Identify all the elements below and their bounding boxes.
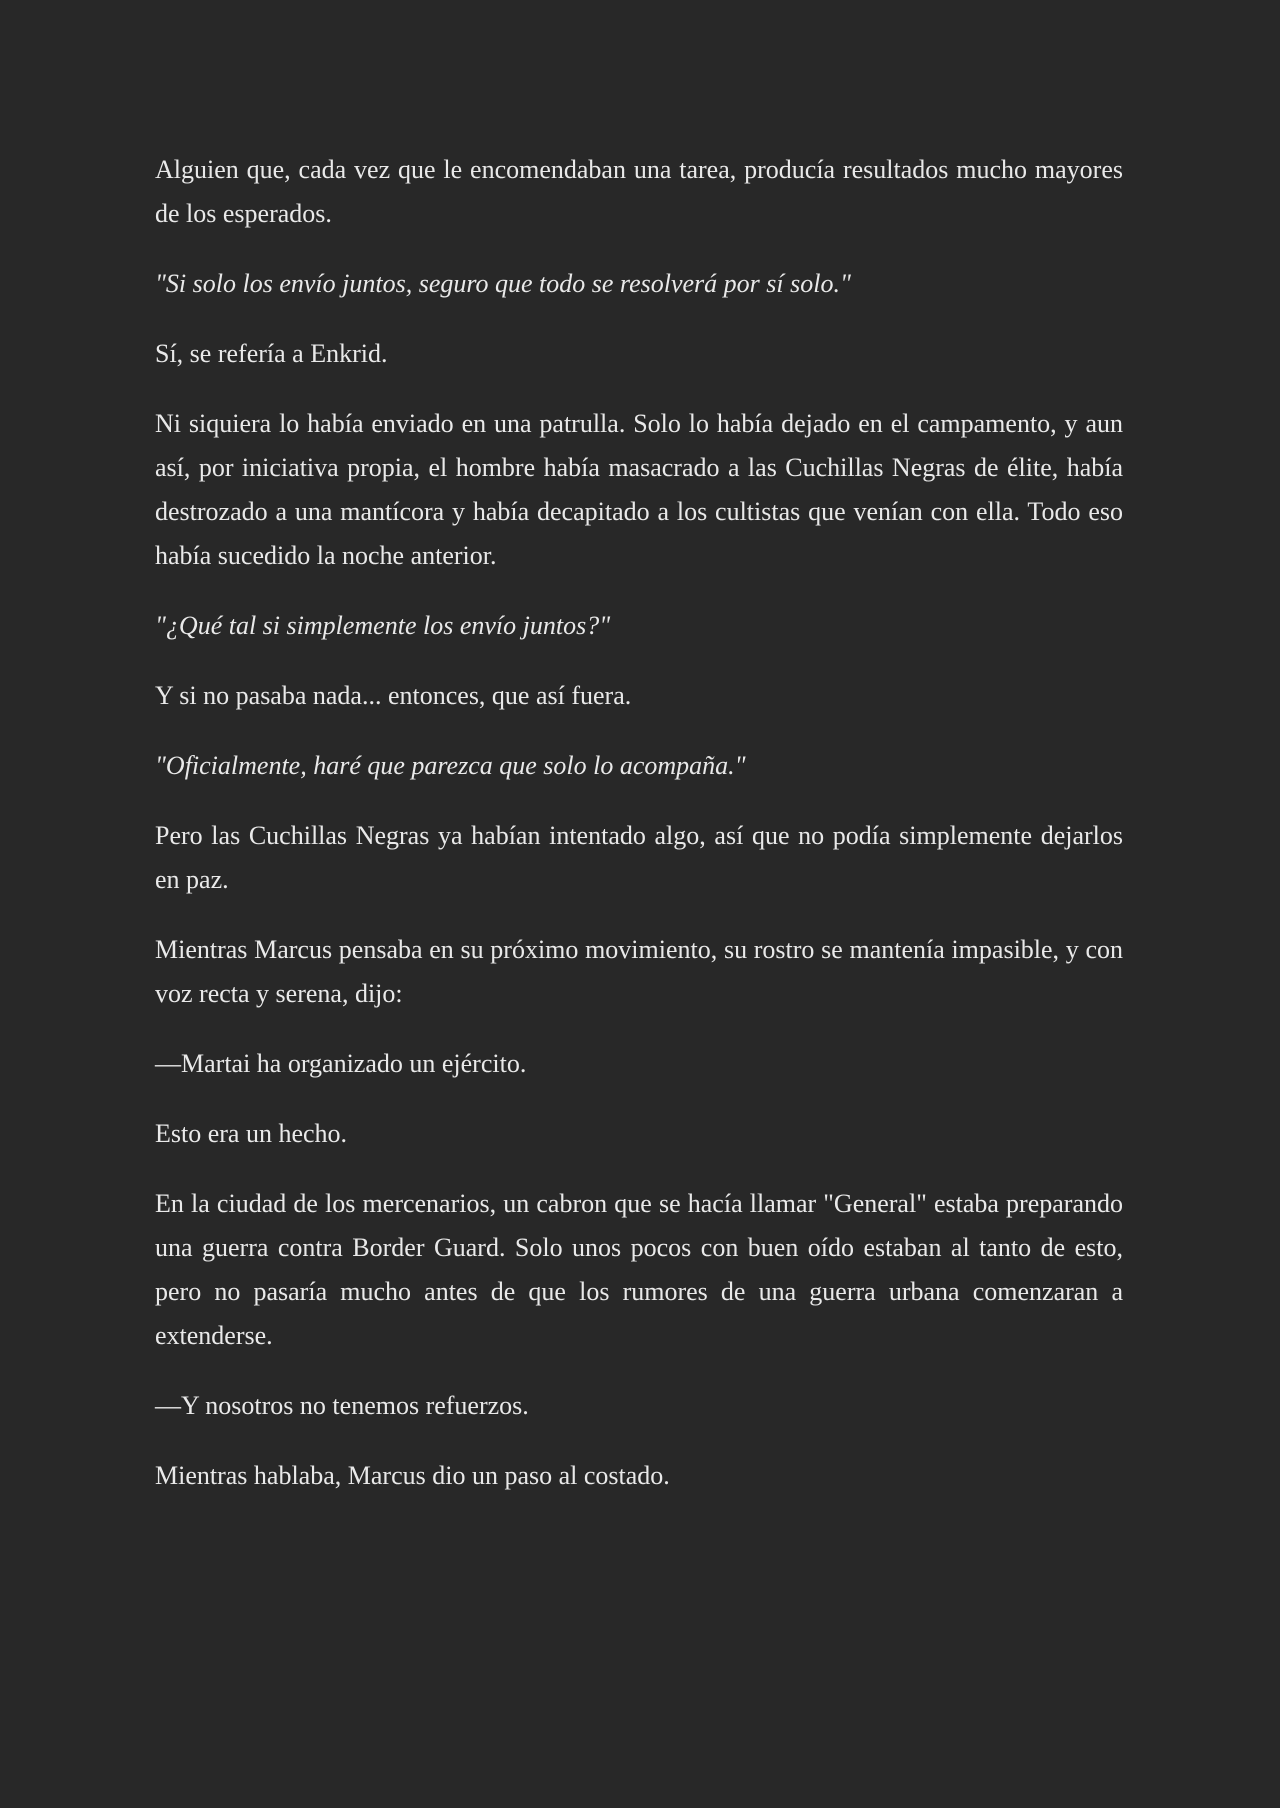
paragraph: Y si no pasaba nada... entonces, que así fuera.: [155, 681, 632, 710]
paragraph: Mientras hablaba, Marcus dio un paso al costado.: [155, 1461, 670, 1490]
paragraph: Esto era un hecho.: [155, 1119, 348, 1148]
paragraph-dialogue: —Martai ha organizado un ejército.: [155, 1049, 527, 1078]
paragraph-thought: "¿Qué tal si simplemente los envío juntos?": [155, 611, 611, 640]
paragraph: Sí, se refería a Enkrid.: [155, 339, 388, 368]
reading-page: [155, 148, 1123, 1524]
paragraph-thought: "Si solo los envío juntos, seguro que todo se resolverá por sí solo.": [155, 269, 851, 298]
paragraph: Mientras Marcus pensaba en su próximo movimiento, su rostro se mantenía impasible, y con voz recta y serena, dijo:: [155, 935, 1123, 1008]
paragraph: Alguien que, cada vez que le encomendaban una tarea, producía resultados mucho mayores de los esperados.: [155, 155, 1123, 228]
paragraph-thought: "Oficialmente, haré que parezca que solo lo acompaña.": [155, 751, 746, 780]
paragraph: Ni siquiera lo había enviado en una patrulla. Solo lo había dejado en el campamento, y aun así, por iniciativa propia, el hombre había masacrado a las Cuchillas Negras de élite, había destrozado a una mantícora y había decapitado a los cultistas que venían con ella. Todo eso había sucedido la noche anterior.: [155, 409, 1123, 570]
paragraph-dialogue: —Y nosotros no tenemos refuerzos.: [155, 1391, 529, 1420]
paragraph: En la ciudad de los mercenarios, un cabron que se hacía llamar "General" estaba preparando una guerra contra Border Guard. Solo unos pocos con buen oído estaban al tanto de esto, pero no pasaría mucho antes de que los rumores de una guerra urbana comenzaran a extenderse.: [155, 1189, 1123, 1350]
paragraph: Pero las Cuchillas Negras ya habían intentado algo, así que no podía simplemente dejarlos en paz.: [155, 821, 1123, 894]
